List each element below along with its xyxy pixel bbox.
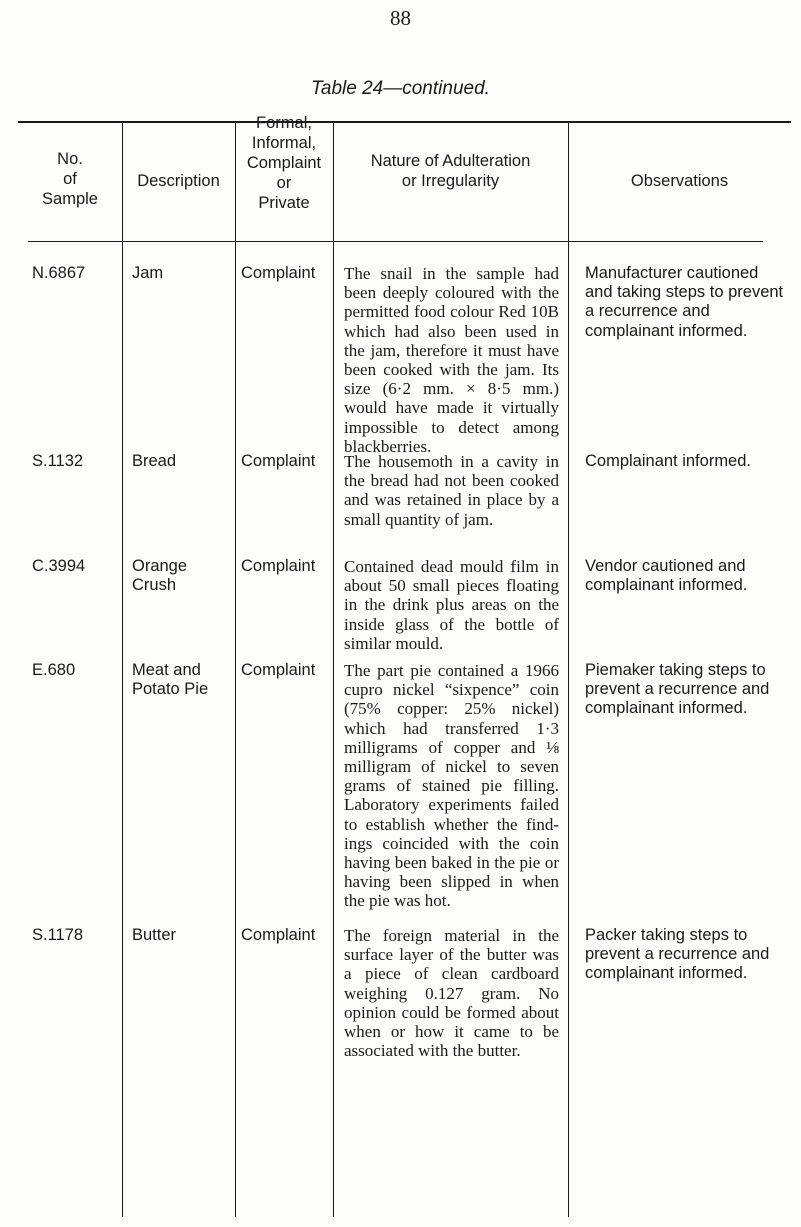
nature-of-adulteration: Contained dead mould film in about 50 small pieces floating in the drink plus areas on the inside glass of the bottle of similar mould. — [344, 557, 559, 653]
column-divider — [235, 121, 236, 1217]
observations: Complainant informed. — [585, 452, 751, 470]
table-top-rule — [18, 121, 791, 123]
sample-number: E.680 — [32, 661, 76, 679]
sample-type: Complaint — [241, 452, 316, 470]
sample-number: S.1132 — [32, 452, 84, 470]
nature-of-adulteration: The part pie contained a 1966 cupro nickel “sixpence” coin (75% copper: 25% nickel) which had transferred 1·3 milligrams of copper and ⅛ milligram of nickel to seven grams of stained pie filling. Laboratory experiments failed to establish whether the findings coincided with the coin having been baked in the pie or having been slipped in when the pie was hot. — [344, 661, 559, 911]
header-observations: Observations — [630, 172, 729, 190]
description: Orange Crush — [132, 557, 188, 594]
column-divider — [568, 121, 569, 1217]
sample-type: Complaint — [241, 661, 316, 679]
sample-type: Complaint — [241, 557, 316, 575]
header-sample-no: No. of Sample — [42, 150, 98, 208]
description: Butter — [132, 926, 177, 944]
sample-type: Complaint — [241, 926, 316, 944]
description: Bread — [132, 452, 177, 470]
header-type: Formal, Informal, Complaint or Private — [246, 114, 322, 212]
nature-of-adulteration: The housemoth in a cavity in the bread had not been cooked and was retained in place by a small quantity of jam. — [344, 452, 559, 529]
header-bottom-rule — [28, 241, 763, 242]
description: Meat and Potato Pie — [132, 661, 209, 698]
header-description: Description — [137, 172, 220, 190]
observations: Manufacturer cautioned and taking steps to prevent a recurrence and complainant informed. — [585, 264, 784, 340]
page-number: 88 — [390, 6, 411, 30]
table-caption: Table 24—continued. — [311, 78, 490, 99]
description: Jam — [132, 264, 164, 282]
observations: Piemaker taking steps to prevent a recurrence and complainant informed. — [585, 661, 770, 718]
sample-number: C.3994 — [32, 557, 86, 575]
nature-of-adulteration: The snail in the sample had been deeply coloured with the permitted food colour Red 10B which had also been used in the jam, therefore it must have been cooked with the jam. Its size (6·2 mm. × 8·5 mm.) would have made it virtually impossible to detect among blackberries. — [344, 264, 559, 456]
sample-number: N.6867 — [32, 264, 86, 282]
observations: Packer taking steps to prevent a recurrence and complainant informed. — [585, 926, 770, 983]
column-divider — [333, 121, 334, 1217]
column-divider — [122, 121, 123, 1217]
nature-of-adulteration: The foreign material in the surface layer of the butter was a piece of clean cardboard weighing 0.127 gram. No opinion could be formed about when or how it came to be associated with the butter. — [344, 926, 559, 1061]
observations: Vendor cautioned and complainant informed. — [585, 557, 748, 595]
header-nature: Nature of Adulteration or Irregularity — [370, 152, 531, 190]
sample-type: Complaint — [241, 264, 316, 282]
sample-number: S.1178 — [32, 926, 84, 944]
